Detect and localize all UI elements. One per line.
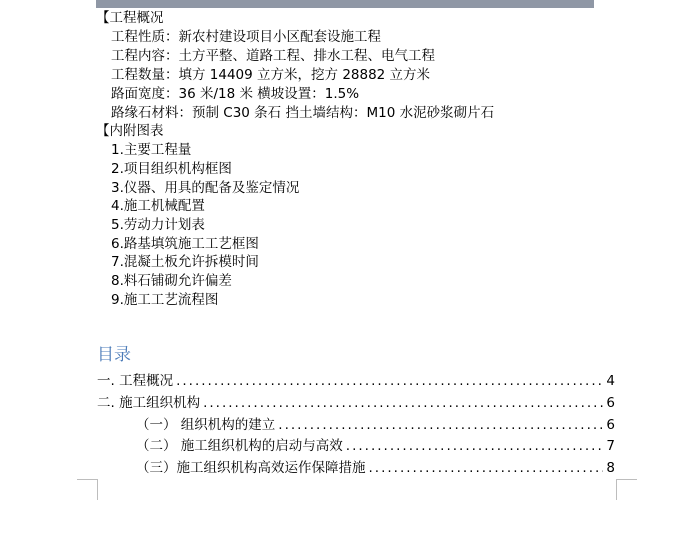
toc-entry-page: 6	[606, 395, 615, 411]
appendix-item: 1.主要工程量	[111, 142, 192, 158]
overview-line-quantity: 工程数量：填方 14409 立方米，挖方 28882 立方米	[111, 67, 431, 83]
appendix-item: 8.料石铺砌允许偏差	[111, 273, 232, 289]
toc-dot-leader	[203, 394, 603, 412]
toc-entry-label: 二. 施工组织机构	[97, 395, 201, 411]
page-top-edge	[96, 0, 594, 8]
toc-dot-leader	[346, 437, 604, 455]
appendix-heading: 【内附图表	[96, 123, 164, 139]
overview-line-nature: 工程性质：新农村建设项目小区配套设施工程	[111, 29, 381, 45]
crop-mark-right	[616, 479, 637, 500]
toc-entry[interactable]	[136, 459, 615, 477]
toc-dot-leader	[369, 459, 604, 477]
toc-entry[interactable]	[97, 372, 615, 390]
toc-entry-label: （一） 组织机构的建立	[136, 417, 276, 433]
overview-line-width: 路面宽度：36 米/18 米 横坡设置：1.5%	[111, 86, 360, 102]
toc-entry-label: （三）施工组织机构高效运作保障措施	[136, 460, 366, 476]
toc-entry-page: 8	[606, 460, 615, 476]
appendix-item: 9.施工工艺流程图	[111, 292, 219, 308]
toc-entry-page: 7	[606, 438, 615, 454]
appendix-item: 7.混凝土板允许拆模时间	[111, 254, 259, 270]
toc-entry[interactable]	[97, 394, 615, 412]
overview-line-content: 工程内容：土方平整、道路工程、排水工程、电气工程	[111, 48, 435, 64]
appendix-item: 6.路基填筑施工工艺框图	[111, 236, 259, 252]
toc-entry-page: 4	[606, 373, 615, 389]
appendix-item: 3.仪器、用具的配备及鉴定情况	[111, 180, 300, 196]
overview-line-material: 路缘石材料：预制 C30 条石 挡土墙结构：M10 水泥砂浆砌片石	[111, 105, 495, 121]
toc-dot-leader	[176, 372, 603, 390]
appendix-item: 4.施工机械配置	[111, 198, 205, 214]
crop-mark-left	[77, 479, 98, 500]
overview-heading: 【工程概况	[96, 10, 164, 26]
appendix-item: 2.项目组织机构框图	[111, 161, 232, 177]
appendix-item: 5.劳动力计划表	[111, 217, 205, 233]
toc-entry[interactable]	[136, 437, 615, 455]
toc-entry-label: 一. 工程概况	[97, 373, 174, 389]
toc-entry-page: 6	[606, 417, 615, 433]
toc-entry[interactable]	[136, 416, 615, 434]
toc-entry-label: （二） 施工组织机构的启动与高效	[136, 438, 343, 454]
toc-dot-leader	[278, 416, 603, 434]
toc-title: 目录	[97, 345, 131, 365]
